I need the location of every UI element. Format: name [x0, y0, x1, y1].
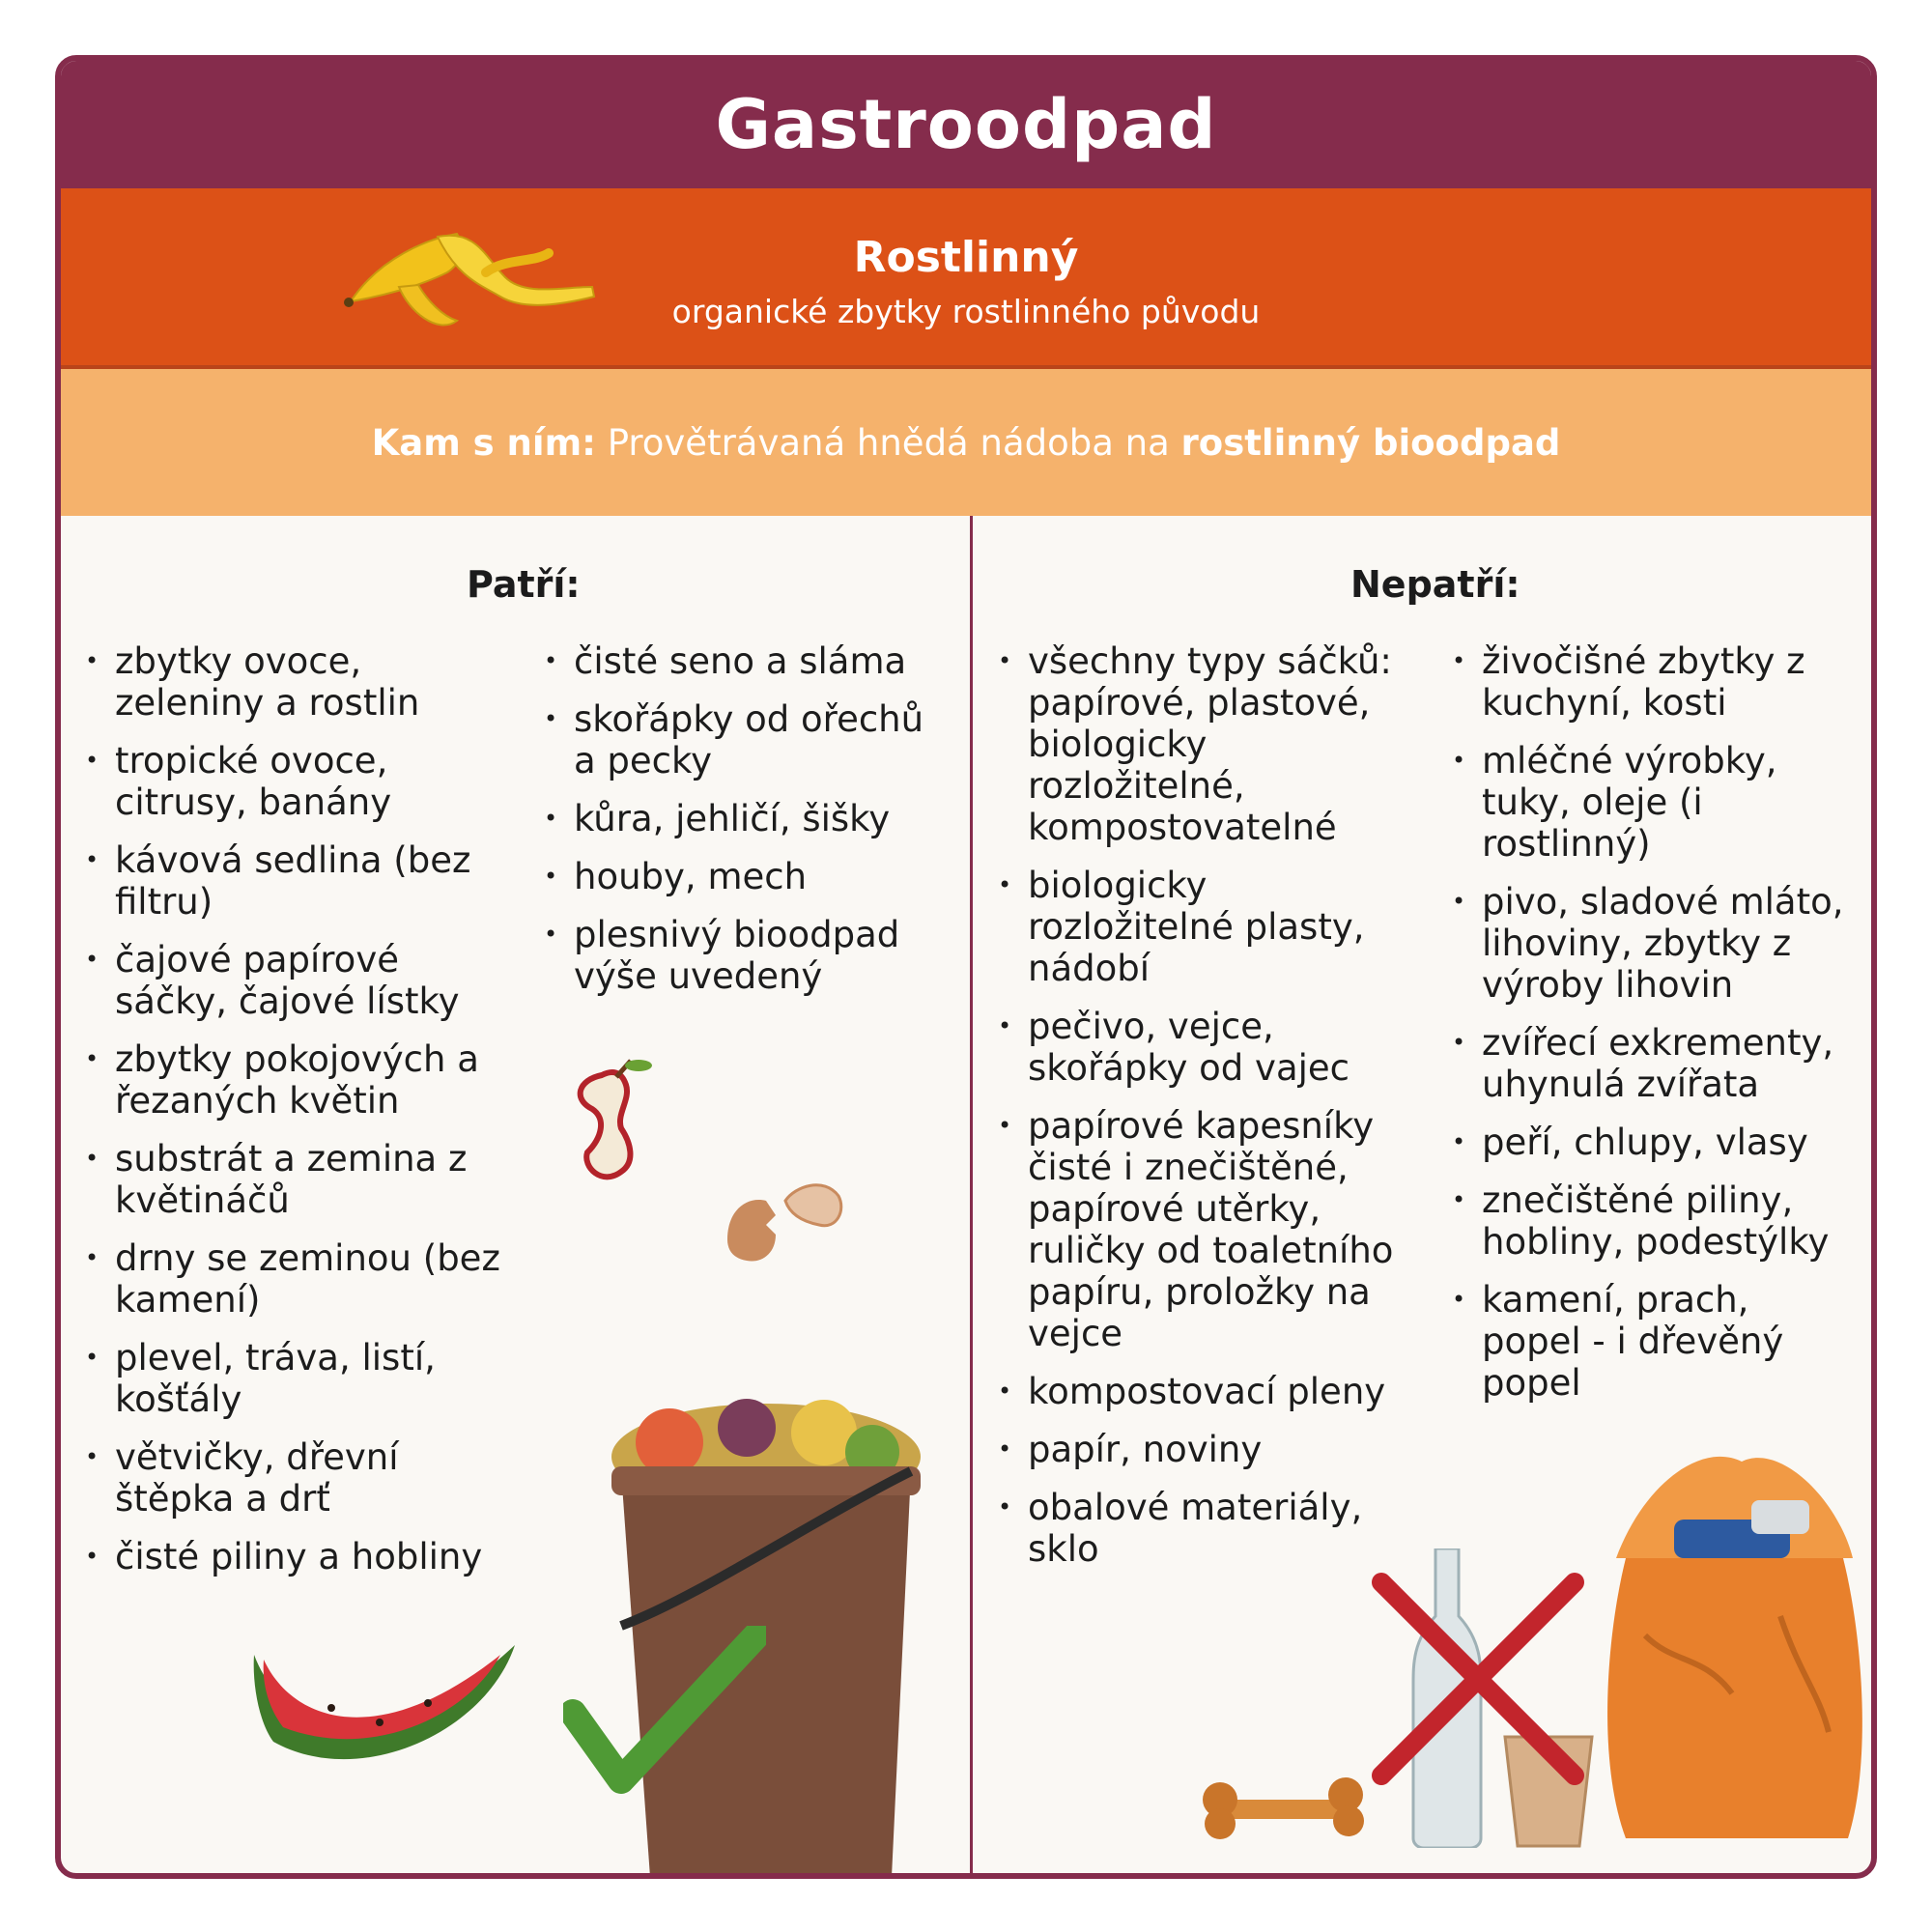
list-item: • peří, chlupy, vlasy [1452, 1122, 1858, 1163]
list-item: • papír, noviny [998, 1429, 1404, 1470]
list-item: • drny se zeminou (bez kamení) [85, 1237, 510, 1321]
category-title: Rostlinný [853, 233, 1079, 282]
list-item: • kompostovací pleny [998, 1371, 1404, 1412]
infographic-card [55, 55, 1877, 1879]
page-title: Gastroodpad [715, 85, 1217, 164]
list-item: • plesnivý bioodpad výše uvedený [544, 914, 950, 997]
list-item: • houby, mech [544, 856, 950, 897]
belongs-list-2 [544, 640, 950, 1013]
watermelon-rind-icon [244, 1626, 525, 1771]
category-band [61, 188, 1871, 369]
header-bar [61, 61, 1871, 188]
eggshell-icon [723, 1172, 848, 1268]
belongs-heading: Patří: [467, 563, 581, 606]
list-item: • pečivo, vejce, skořápky od vajec [998, 1006, 1404, 1089]
list-item: • čisté seno a sláma [544, 640, 950, 682]
apple-core-icon [563, 1056, 669, 1191]
list-item: • substrát a zemina z květináčů [85, 1138, 510, 1221]
trash-bag-icon [1587, 1442, 1877, 1848]
list-item: • papírové kapesníky čisté i znečištěné, papírové utěrky, ruličky od toaletního papíru, proložky na vejce [998, 1105, 1404, 1354]
list-item: • čajové papírové sáčky, čajové lístky [85, 939, 510, 1022]
list-item: • kamení, prach, popel - i dřevěný popel [1452, 1279, 1858, 1404]
checkmark-icon [563, 1626, 766, 1800]
list-item: • biologicky rozložitelné plasty, nádobí [998, 865, 1404, 989]
list-item: • skořápky od ořechů a pecky [544, 698, 950, 781]
list-item: • zbytky ovoce, zeleniny a rostlin [85, 640, 510, 724]
column-divider [970, 516, 973, 1879]
disposal-label: Kam s ním: [371, 421, 596, 464]
belongs-list-1 [85, 640, 510, 1594]
list-item: • kávová sedlina (bez filtru) [85, 839, 510, 923]
list-item: • mléčné výrobky, tuky, oleje (i rostlinný) [1452, 740, 1858, 865]
not-belongs-list-1 [998, 640, 1404, 1586]
list-item: • zbytky pokojových a řezaných květin [85, 1038, 510, 1122]
list-item: • znečištěné piliny, hobliny, podestýlky [1452, 1179, 1858, 1263]
list-item: • zvířecí exkrementy, uhynulá zvířata [1452, 1022, 1858, 1105]
category-subtitle: organické zbytky rostlinného původu [671, 293, 1261, 330]
list-item: • plevel, tráva, listí, košťály [85, 1337, 510, 1420]
disposal-instruction [61, 369, 1871, 516]
not-belongs-heading: Nepatří: [1350, 563, 1520, 606]
list-item: • všechny typy sáčků: papírové, plastové, biologicky rozložitelné, kompostovatelné [998, 640, 1404, 848]
cross-icon [1367, 1568, 1589, 1790]
chicken-bone-icon [1196, 1771, 1370, 1848]
list-item: • obalové materiály, sklo [998, 1487, 1404, 1570]
disposal-text: Provětrávaná hnědá nádoba na [595, 421, 1181, 464]
not-belongs-list-2 [1452, 640, 1858, 1420]
list-item: • kůra, jehličí, šišky [544, 798, 950, 839]
list-item: • pivo, sladové mláto, lihoviny, zbytky z výroby lihovin [1452, 881, 1858, 1006]
list-item: • čisté piliny a hobliny [85, 1536, 510, 1577]
list-item: • živočišné zbytky z kuchyní, kosti [1452, 640, 1858, 724]
list-item: • tropické ovoce, citrusy, banány [85, 740, 510, 823]
list-item: • větvičky, dřevní štěpka a drť [85, 1436, 510, 1520]
disposal-bin: rostlinný bioodpad [1180, 421, 1561, 464]
